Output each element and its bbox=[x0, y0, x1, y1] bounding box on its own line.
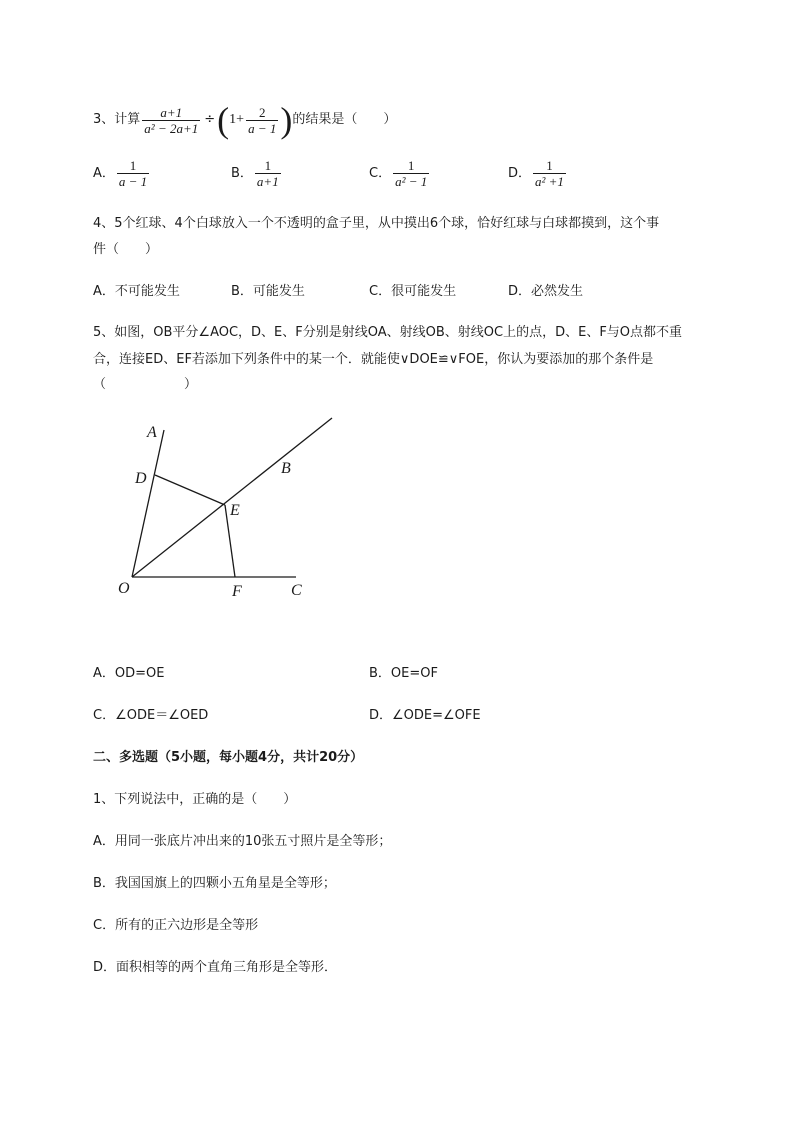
q3-option-b-fraction bbox=[255, 158, 281, 189]
q3-option-a-letter: A． bbox=[93, 165, 115, 181]
q3-left-paren: ( bbox=[217, 100, 230, 140]
q3-option-a-num: 1 bbox=[117, 158, 149, 174]
m1-stem: 1、下列说法中，正确的是（ ） bbox=[93, 792, 297, 807]
q3-number: 3、 bbox=[93, 112, 115, 127]
m1-option-d[interactable]: D．面积相等的两个直角三角形是全等形． bbox=[93, 960, 338, 975]
q5-option-d[interactable]: D．∠ODE=∠OFE bbox=[369, 708, 481, 723]
q3-option-c[interactable] bbox=[369, 158, 431, 189]
q3-option-d-fraction bbox=[533, 158, 566, 189]
q5-option-c[interactable]: C．∠ODE＝∠OED bbox=[93, 708, 209, 723]
q3-right-paren: ) bbox=[280, 100, 293, 140]
q3-option-c-den: a² − 1 bbox=[395, 174, 428, 189]
q3-frac2-denominator: a − 1 bbox=[248, 120, 277, 136]
q5-stem-line-2: 合，连接ED、EF若添加下列条件中的某一个．就能使∨DOE≌∨FOE，你认为要添加的那个条件是 bbox=[93, 352, 654, 367]
q4-option-b[interactable]: B．可能发生 bbox=[231, 284, 305, 299]
q3-option-b-letter: B． bbox=[231, 165, 253, 181]
q3-suffix: 的结果是（ ） bbox=[292, 112, 397, 127]
q4-option-a[interactable]: A．不可能发生 bbox=[93, 284, 180, 299]
q3-option-a[interactable] bbox=[93, 158, 151, 189]
m1-option-a[interactable]: A．用同一张底片冲出来的10张五寸照片是全等形； bbox=[93, 834, 392, 849]
q3-frac2-numerator: 2 bbox=[246, 105, 278, 121]
label-a: A bbox=[147, 424, 157, 441]
label-f: F bbox=[232, 583, 242, 600]
section-2-heading: 二、多选题（5小题，每小题4分，共计20分） bbox=[93, 750, 364, 765]
q3-inner-one: 1+ bbox=[229, 112, 245, 127]
q3-option-b-den: a+1 bbox=[256, 174, 279, 189]
m1-option-b[interactable]: B．我国国旗上的四颗小五角星是全等形； bbox=[93, 876, 336, 891]
q3-stem bbox=[93, 100, 397, 140]
q5-option-a[interactable]: A．OD=OE bbox=[93, 666, 165, 681]
q3-option-d-num: 1 bbox=[533, 158, 566, 174]
q3-fraction-1 bbox=[142, 105, 200, 136]
q3-option-c-num: 1 bbox=[393, 158, 429, 174]
q3-frac1-numerator: a+1 bbox=[142, 105, 200, 121]
m1-option-c[interactable]: C．所有的正六边形是全等形 bbox=[93, 918, 259, 933]
q3-frac1-denominator: a² − 2a+1 bbox=[144, 120, 199, 136]
q3-option-c-fraction bbox=[393, 158, 429, 189]
q3-option-b-num: 1 bbox=[255, 158, 281, 174]
q3-option-a-den: a − 1 bbox=[118, 174, 148, 189]
q5-stem-line-3: （ ） bbox=[93, 377, 198, 392]
label-e: E bbox=[230, 502, 240, 519]
q3-fraction-2 bbox=[246, 105, 278, 136]
q3-divide-sign: ÷ bbox=[204, 112, 216, 127]
q3-option-d-den: a² +1 bbox=[535, 174, 564, 189]
q3-option-b[interactable] bbox=[231, 158, 283, 189]
q3-option-a-fraction bbox=[117, 158, 149, 189]
q5-option-b[interactable]: B．OE=OF bbox=[369, 666, 438, 681]
label-c: C bbox=[291, 582, 302, 599]
q3-prefix: 计算 bbox=[114, 112, 141, 127]
q4-stem-line-1: 4、5个红球、4个白球放入一个不透明的盒子里，从中摸出6个球，恰好红球与白球都摸到，这个事 bbox=[93, 216, 660, 231]
label-b: B bbox=[281, 460, 291, 477]
label-o: O bbox=[118, 580, 130, 597]
q3-option-c-letter: C． bbox=[369, 165, 392, 181]
label-d: D bbox=[135, 470, 147, 487]
q4-option-c[interactable]: C．很可能发生 bbox=[369, 284, 457, 299]
q4-option-d[interactable]: D．必然发生 bbox=[508, 284, 584, 299]
q4-stem-line-2: 件（ ） bbox=[93, 242, 159, 257]
q5-stem-line-1: 5、如图，OB平分∠AOC，D、E、F分别是射线OA、射线OB、射线OC上的点，D、E、F与O点都不重 bbox=[93, 325, 683, 340]
angle-bisector-figure bbox=[100, 412, 360, 612]
q3-option-d-letter: D． bbox=[508, 165, 532, 181]
q3-option-d[interactable] bbox=[508, 158, 568, 189]
segment-de bbox=[155, 475, 225, 505]
